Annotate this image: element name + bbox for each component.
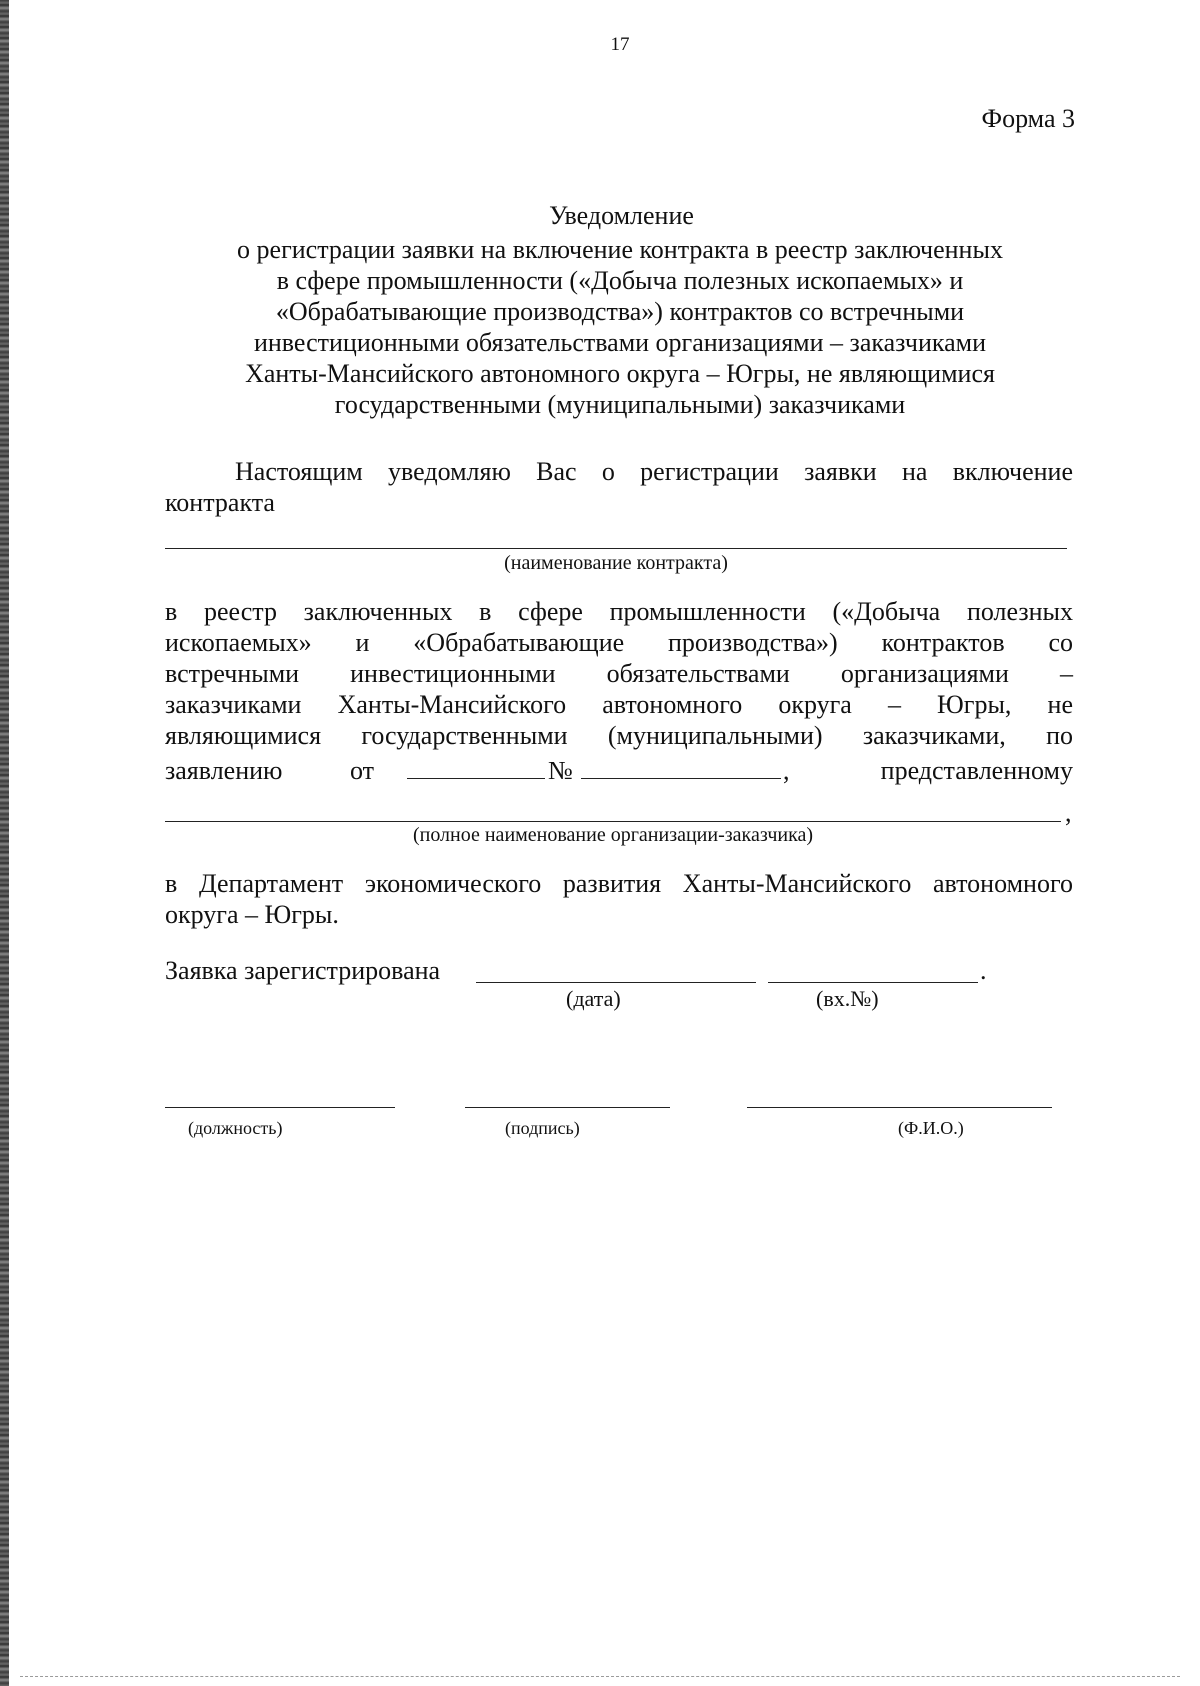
application-word-submitted: представленному	[880, 756, 1073, 785]
document-subtitle	[200, 234, 1040, 420]
body-line: заказчиками Ханты-Мансийского автономного округа – Югры, не	[165, 690, 1073, 719]
position-caption: (должность)	[188, 1118, 283, 1138]
application-number-blank[interactable]	[581, 756, 781, 779]
application-date-blank[interactable]	[407, 756, 545, 779]
contract-name-caption: (наименование контракта)	[504, 552, 728, 574]
subtitle-line: государственными (муниципальными) заказчиками	[334, 390, 906, 419]
application-word: заявлению	[165, 756, 283, 785]
body-line: ископаемых» и «Обрабатывающие производства») контрактов со	[165, 628, 1073, 657]
number-sign: №	[548, 756, 573, 785]
subtitle-line: о регистрации заявки на включение контракта в реестр заключенных	[237, 235, 1003, 264]
application-comma: ,	[783, 756, 790, 785]
document-title: Уведомление	[549, 201, 694, 230]
signature-blank[interactable]	[465, 1107, 670, 1108]
department-paragraph	[165, 868, 1073, 930]
intro-line: контракта	[165, 488, 275, 517]
intro-line: Настоящим уведомляю Вас о регистрации заявки на включение	[235, 457, 1073, 486]
registration-number-blank[interactable]	[768, 982, 978, 983]
registered-label: Заявка зарегистрирована	[165, 956, 441, 985]
subtitle-line: Ханты-Мансийского автономного округа – Югры, не являющимися	[245, 359, 995, 388]
full-name-blank[interactable]	[747, 1107, 1052, 1108]
incoming-number-caption: (вх.№)	[816, 986, 879, 1011]
page-number: 17	[610, 34, 630, 55]
contract-name-blank[interactable]	[165, 548, 1067, 549]
intro-paragraph	[165, 456, 1073, 518]
application-from: от	[350, 756, 375, 785]
signature-caption: (подпись)	[505, 1118, 580, 1138]
date-caption: (дата)	[566, 986, 621, 1011]
body-line: встречными инвестиционными обязательствами организациями –	[165, 659, 1073, 688]
registered-period: .	[980, 956, 987, 985]
organization-line-comma: ,	[1065, 798, 1072, 827]
body-line: являющимися государственными (муниципальными) заказчиками, по	[165, 721, 1073, 750]
application-line	[165, 756, 1073, 786]
form-label: Форма 3	[981, 104, 1075, 133]
subtitle-line: в сфере промышленности («Добыча полезных ископаемых» и	[276, 266, 964, 295]
registry-paragraph	[165, 596, 1073, 751]
scan-edge	[0, 0, 9, 1686]
position-blank[interactable]	[165, 1107, 395, 1108]
body-line: в реестр заключенных в сфере промышленности («Добыча полезных	[165, 597, 1073, 626]
organization-name-blank[interactable]	[165, 821, 1061, 822]
full-name-caption: (Ф.И.О.)	[898, 1118, 964, 1138]
department-line: округа – Югры.	[165, 900, 339, 929]
subtitle-line: «Обрабатывающие производства») контрактов со встречными	[275, 297, 965, 326]
organization-caption: (полное наименование организации-заказчика)	[412, 824, 814, 846]
department-line: в Департамент экономического развития Ханты-Мансийского автономного	[165, 869, 1073, 898]
subtitle-line: инвестиционными обязательствами организациями – заказчиками	[253, 328, 987, 357]
scan-bottom-edge	[20, 1676, 1180, 1677]
registration-date-blank[interactable]	[476, 982, 756, 983]
